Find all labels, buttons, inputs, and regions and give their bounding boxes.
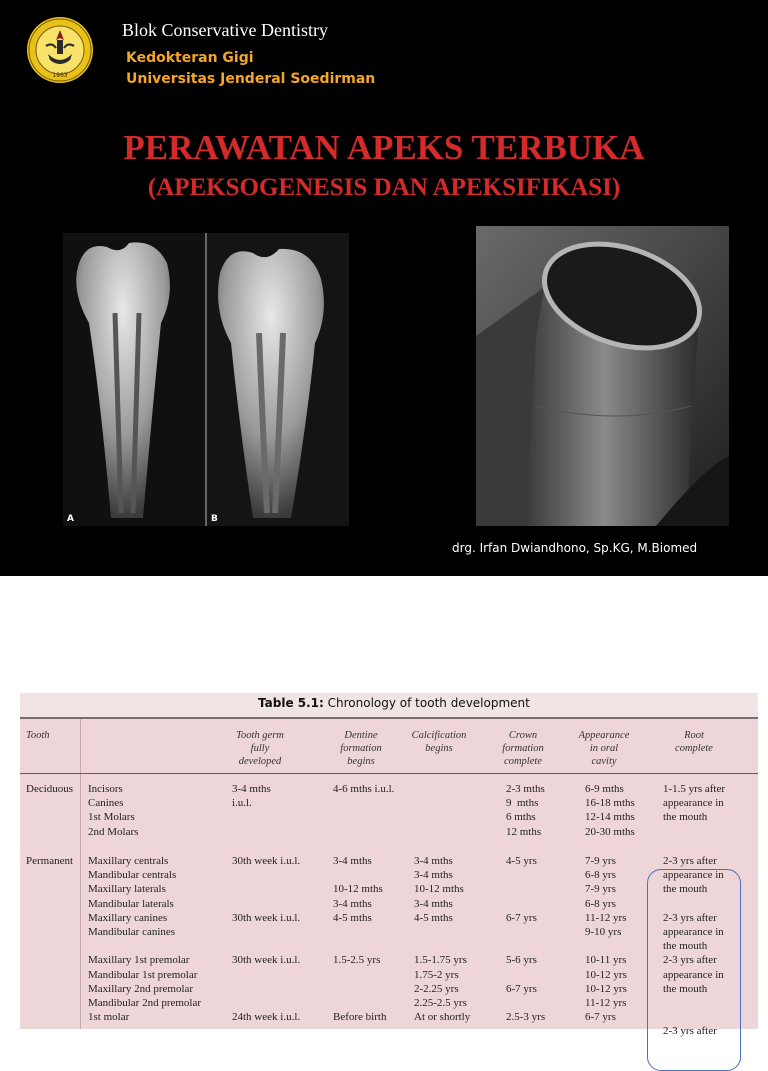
course-header: Blok Conservative Dentistry [122,20,328,40]
radiograph-label-a: A [67,514,74,524]
permanent-teeth: Maxillary centrals Mandibular centrals Maxillary laterals Mandibular laterals Maxillary canines Mandibular canines Maxillary 1st premolar Mandibular 1st premolar Maxillary 2nd premolar Mandibular 2nd premolar 1st molar [88,855,202,1024]
sem-root-apex-image [476,226,729,526]
tooth-radiograph-image [63,233,349,526]
permanent-calcification: 3-4 mths 3-4 mths 10-12 mths 3-4 mths 4-5 mths 1.5-1.75 yrs 1.75-2 yrs 2-2.25 yrs 2.25-2.5 yrs At or shortly [414,855,471,1024]
university-seal-icon [26,16,94,84]
permanent-dentine: 3-4 mths 10-12 mths 3-4 mths 4-5 mths 1.5-2.5 yrs Before birth [333,855,387,1024]
deciduous-germ: 3-4 mths i.u.l. [232,783,271,810]
radiograph-label-b: B [211,514,218,524]
table-caption-text: Chronology of tooth development [327,696,530,710]
chronology-table-page [20,693,758,1038]
header-tooth: Tooth [26,730,50,741]
row-group-deciduous: Deciduous [26,783,74,795]
header-calcification: Calcification begins [411,730,467,754]
university-name: Universitas Jenderal Soedirman [126,71,376,87]
deciduous-appearance: 6-9 mths 16-18 mths 12-14 mths 20-30 mths [585,783,635,838]
deciduous-teeth: Incisors Canines 1st Molars 2nd Molars [88,783,139,838]
header-tooth-germ: Tooth germ fully developed [236,730,284,767]
header-crown: Crown formation complete [502,730,544,767]
table-header-row [20,719,758,774]
slide-subtitle: (APEKSOGENESIS DAN APEKSIFIKASI) [147,174,621,201]
seal-year: 1963 [52,72,68,79]
permanent-appearance: 7-9 yrs 6-8 yrs 7-9 yrs 6-8 yrs 11-12 yrs 9-10 yrs 10-11 yrs 10-12 yrs 10-12 yrs 11-12 yrs 6-7 yrs [585,855,627,1024]
permanent-germ: 30th week i.u.l. 30th week i.u.l. 30th week i.u.l. 24th week i.u.l. [232,855,301,1024]
faculty-name: Kedokteran Gigi [126,50,254,66]
deciduous-dentine: 4-6 mths i.u.l. [333,783,395,795]
root-complete-highlight-box [647,869,741,1071]
header-appearance: Appearance in oral cavity [578,730,630,767]
header-root: Root complete [675,730,713,754]
table-caption-label: Table 5.1: [258,696,324,710]
row-group-permanent: Permanent [26,855,74,867]
deciduous-crown: 2-3 mths 9 mths 6 mths 12 mths [506,783,545,838]
header-dentine: Dentine formation begins [340,730,382,767]
permanent-root: 2-3 yrs after appearance in the mouth 2-3 yrs after appearance in the mouth 2-3 yrs after appearance in the mouth 2-3 yrs after [663,855,724,1038]
deciduous-root: 1-1.5 yrs after appearance in the mouth [663,783,726,824]
chronology-table [20,717,758,1038]
table-caption [258,696,530,710]
slide-title: PERAWATAN APEKS TERBUKA [123,128,645,167]
permanent-crown: 4-5 yrs 6-7 yrs 5-6 yrs 6-7 yrs 2.5-3 yrs [506,855,546,1024]
author-credit: drg. Irfan Dwiandhono, Sp.KG, M.Biomed [452,541,698,555]
